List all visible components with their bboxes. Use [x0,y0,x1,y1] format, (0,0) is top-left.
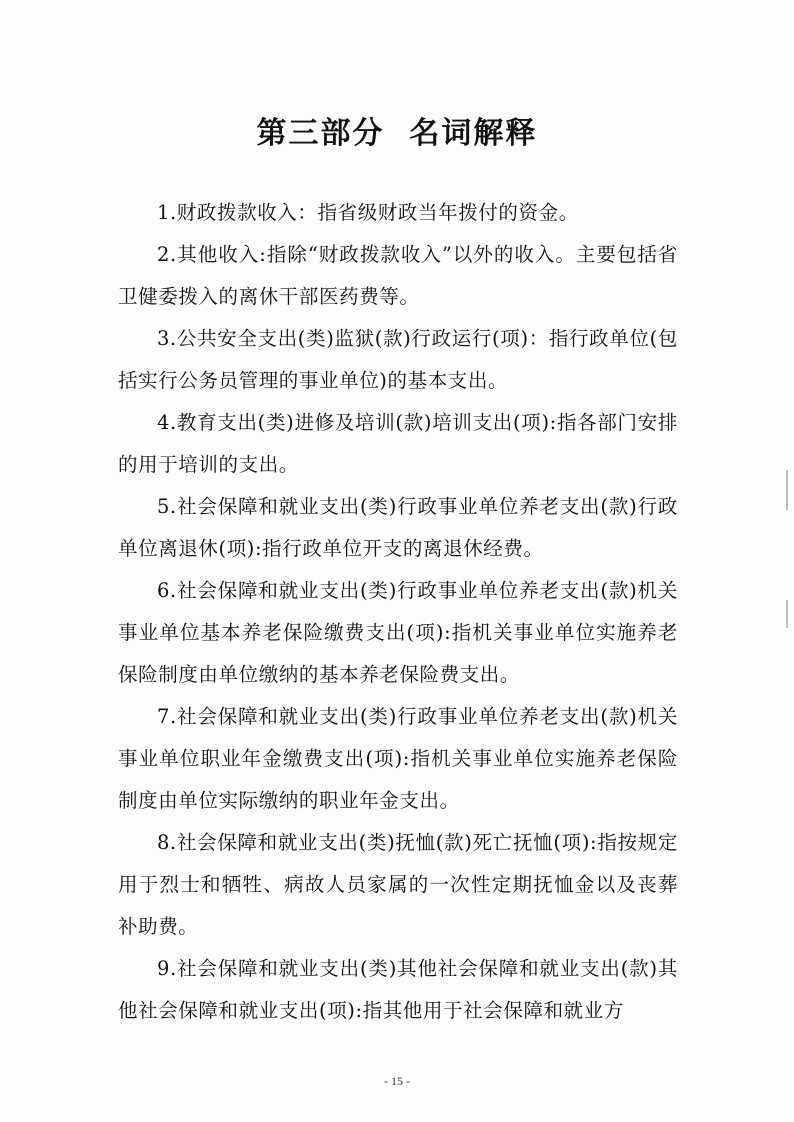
page-title: 第三部分 名词解释 [256,116,538,151]
page-number: - 15 - [384,1074,410,1088]
paragraph-9: 9.社会保障和就业支出(类)其他社会保障和就业支出(款)其他社会保障和就业支出(项):指其他用于社会保障和就业方 [118,957,678,1022]
paragraph-1: 1.财政拨款收入：指省级财政当年拨付的资金。 [157,201,579,224]
scan-edge-mark [786,470,788,510]
paragraph-2: 2.其他收入:指除“财政拨款收入”以外的收入。主要包括省卫健委拨入的离休干部医药费等。 [118,243,678,308]
scan-edge-mark [786,600,788,628]
paragraph-5: 5.社会保障和就业支出(类)行政事业单位养老支出(款)行政单位离退休(项):指行政单位开支的离退休经费。 [118,495,678,560]
paragraph-8: 8.社会保障和就业支出(类)抚恤(款)死亡抚恤(项):指按规定用于烈士和牺牲、病故人员家属的一次性定期抚恤金以及丧葬补助费。 [118,831,678,938]
body-text [118,192,678,1032]
paragraph-3: 3.公共安全支出(类)监狱(款)行政运行(项)：指行政单位(包括实行公务员管理的事业单位)的基本支出。 [118,327,678,392]
paragraph-4: 4.教育支出(类)进修及培训(款)培训支出(项):指各部门安排的用于培训的支出。 [118,411,678,476]
paragraph-6: 6.社会保障和就业支出(类)行政事业单位养老支出(款)机关事业单位基本养老保险缴费支出(项):指机关事业单位实施养老保险制度由单位缴纳的基本养老保险费支出。 [118,579,678,686]
paragraph-7: 7.社会保障和就业支出(类)行政事业单位养老支出(款)机关事业单位职业年金缴费支出(项):指机关事业单位实施养老保险制度由单位实际缴纳的职业年金支出。 [118,705,678,812]
